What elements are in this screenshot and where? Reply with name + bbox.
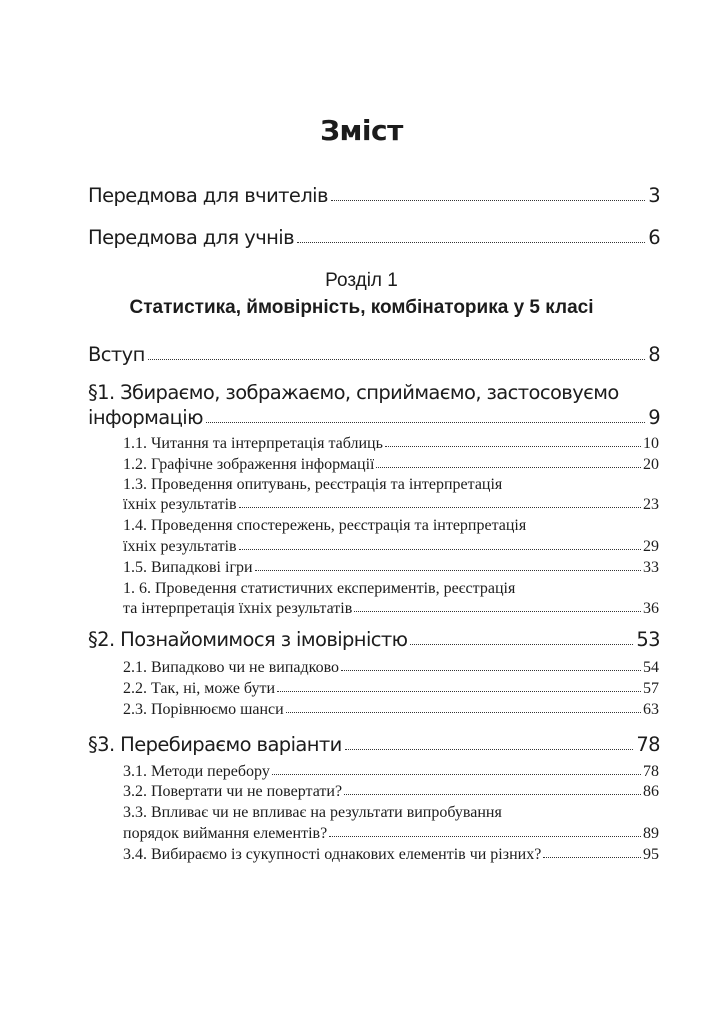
toc-entry-2-2[interactable]	[123, 680, 659, 698]
toc-entry-text: 3.1. Методи перебору	[123, 763, 270, 780]
toc-entry-1-2[interactable]	[123, 456, 659, 474]
toc-entry-3-4[interactable]	[123, 846, 659, 864]
toc-entry-text: Передмова для вчителів	[88, 184, 328, 207]
toc-entry-text: 3.2. Повертати чи не повертати?	[123, 783, 343, 800]
page-title: Зміст	[320, 114, 403, 147]
toc-page-number: 78	[636, 733, 660, 756]
dot-leader	[345, 749, 634, 750]
dot-leader	[255, 570, 641, 571]
toc-entry-intro[interactable]	[88, 343, 660, 366]
toc-entry-text: порядок виймання елементів?	[123, 825, 328, 842]
dot-leader	[272, 774, 641, 775]
toc-page-number: 54	[643, 659, 659, 676]
toc-entry-text: 1.5. Випадкові ігри	[123, 559, 253, 576]
toc-entry-text: їхніх результатів	[123, 496, 237, 513]
toc-entry-1-3[interactable]	[123, 496, 659, 514]
toc-entry-text: §2. Познайомимося з імовірністю	[88, 628, 408, 651]
toc-page-number: 3	[648, 184, 660, 207]
toc-page-number: 63	[643, 701, 659, 718]
toc-page-number: 89	[643, 825, 659, 842]
toc-entry-text: §3. Перебираємо варіанти	[88, 733, 342, 756]
dot-leader	[376, 467, 641, 468]
toc-page-number: 23	[643, 496, 659, 513]
toc-entry-text: 2.1. Випадково чи не випадково	[123, 659, 340, 676]
toc-page-number: 78	[643, 763, 659, 780]
toc-page-number: 57	[643, 680, 659, 697]
toc-page-number: 9	[648, 406, 660, 429]
dot-leader	[239, 549, 641, 550]
chapter-1-title-line[interactable]: §1. Збираємо, зображаємо, сприймаємо, застосовуємо	[88, 381, 619, 404]
dot-leader	[239, 507, 641, 508]
toc-entry-text: та інтерпретація їхніх результатів	[123, 600, 353, 617]
toc-page-number: 53	[636, 628, 660, 651]
toc-entry-1-6-line[interactable]: 1. 6. Проведення статистичних експериментів, реєстрація	[123, 580, 516, 597]
toc-entry-1-5[interactable]	[123, 559, 659, 577]
toc-entry-text: Вступ	[88, 343, 145, 366]
dot-leader	[543, 857, 641, 858]
toc-entry-chapter-3[interactable]	[88, 733, 660, 756]
toc-page-number: 95	[643, 846, 659, 863]
toc-page-number: 20	[643, 456, 659, 473]
toc-entry-3-3-line[interactable]: 3.3. Впливає чи не впливає на результати випробування	[123, 804, 502, 821]
dot-leader	[206, 422, 645, 423]
toc-page-number: 6	[648, 226, 660, 249]
toc-entry-text: 1.2. Графічне зображення інформації	[123, 456, 375, 473]
toc-entry-2-3[interactable]	[123, 701, 659, 719]
toc-entry-3-1[interactable]	[123, 763, 659, 781]
toc-page-number: 33	[643, 559, 659, 576]
toc-entry-text: інформацію	[88, 406, 203, 429]
toc-entry-chapter-2[interactable]	[88, 628, 660, 651]
section-number: Розділ 1	[325, 270, 398, 291]
dot-leader	[331, 200, 645, 201]
toc-entry-text: Передмова для учнів	[88, 226, 294, 249]
dot-leader	[277, 691, 641, 692]
toc-entry-text: 2.2. Так, ні, може бути	[123, 680, 276, 697]
toc-entry-1-1[interactable]	[123, 435, 659, 453]
dot-leader	[297, 242, 645, 243]
toc-entry-2-1[interactable]	[123, 659, 659, 677]
toc-entry-text: їхніх результатів	[123, 538, 237, 555]
toc-entry-1-4[interactable]	[123, 538, 659, 556]
toc-page-number: 8	[648, 343, 660, 366]
toc-entry-text: 3.4. Вибираємо із сукупності однакових елементів чи різних?	[123, 846, 542, 863]
toc-entry-1-3-line[interactable]: 1.3. Проведення опитувань, реєстрація та інтерпретація	[123, 476, 503, 493]
dot-leader	[410, 644, 633, 645]
dot-leader	[385, 446, 641, 447]
toc-entry-text: 1.1. Читання та інтерпретація таблиць	[123, 435, 383, 452]
toc-page-number: 86	[643, 783, 659, 800]
dot-leader	[148, 359, 645, 360]
toc-page-number: 29	[643, 538, 659, 555]
toc-entry-chapter-1[interactable]	[88, 406, 660, 429]
dot-leader	[341, 670, 641, 671]
section-title: Статистика, ймовірність, комбінаторика у 5 класі	[129, 297, 594, 318]
dot-leader	[344, 794, 641, 795]
toc-entry-3-3[interactable]	[123, 825, 659, 843]
dot-leader	[354, 611, 641, 612]
toc-entry-preface-teachers[interactable]	[88, 184, 660, 207]
toc-entry-text: 2.3. Порівнюємо шанси	[123, 701, 284, 718]
toc-entry-preface-students[interactable]	[88, 226, 660, 249]
dot-leader	[329, 836, 641, 837]
dot-leader	[286, 712, 641, 713]
toc-entry-1-6[interactable]	[123, 600, 659, 618]
toc-page-number: 36	[643, 600, 659, 617]
toc-entry-1-4-line[interactable]: 1.4. Проведення спостережень, реєстрація та інтерпретація	[123, 517, 527, 534]
toc-page-number: 10	[643, 435, 659, 452]
toc-entry-3-2[interactable]	[123, 783, 659, 801]
